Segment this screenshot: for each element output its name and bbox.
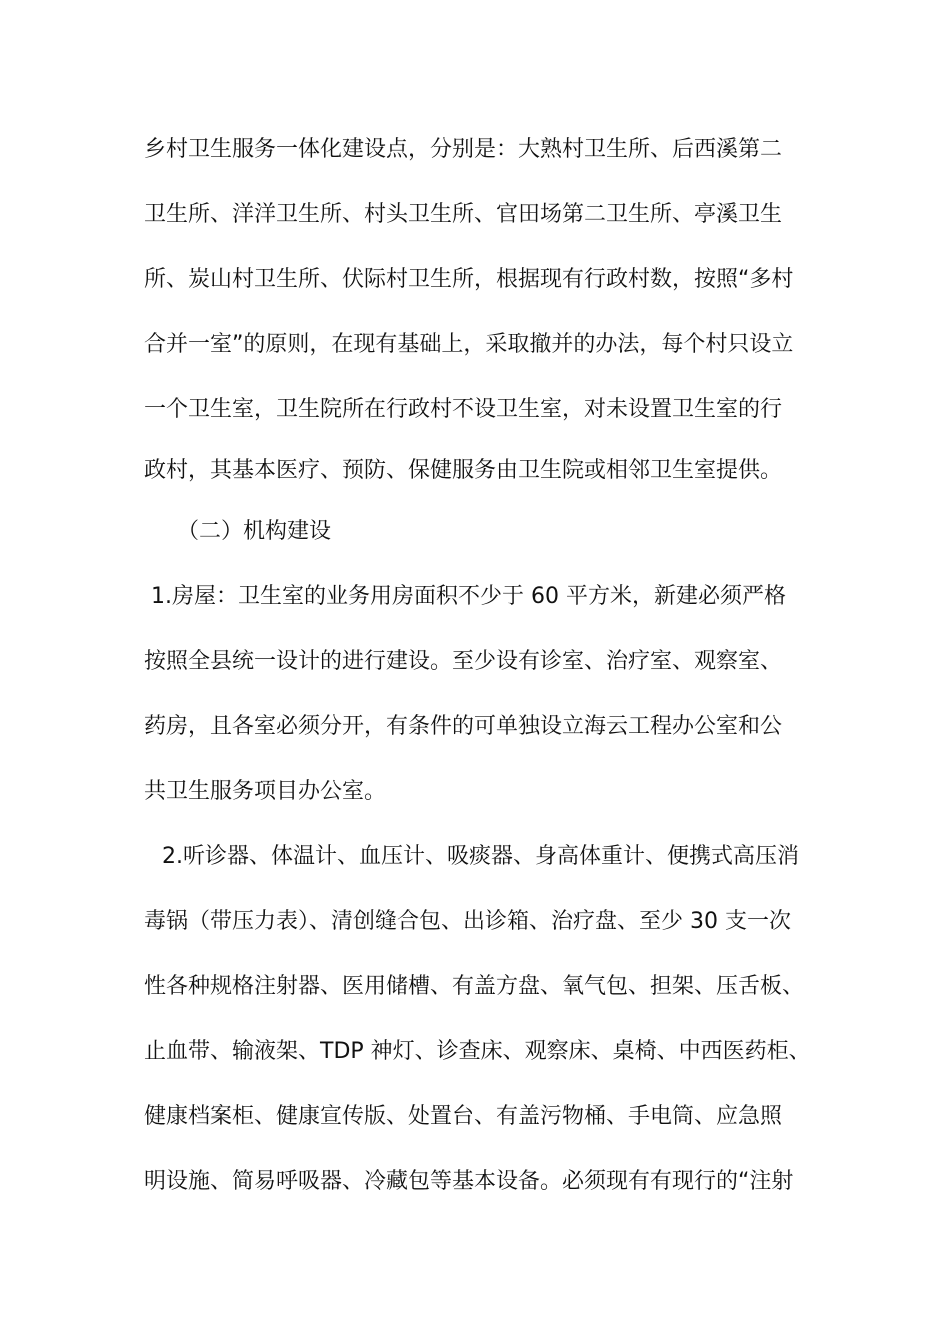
text-line: 1.房屋：卫生室的业务用房面积不少于 60 平方米，新建必须严格 [144, 584, 786, 609]
text-line: 共卫生服务项目办公室。 [144, 779, 387, 804]
text-line: 性各种规格注射器、医用储槽、有盖方盘、氧气包、担架、压舌板、 [144, 974, 805, 999]
text-line: 药房，且各室必须分开，有条件的可单独设立海云工程办公室和公 [144, 714, 783, 739]
section-heading: （二）机构建设 [144, 519, 332, 544]
text-line: 止血带、输液架、TDP 神灯、诊查床、观察床、桌椅、中西医药柜、 [144, 1039, 811, 1064]
text-line: 卫生所、洋洋卫生所、村头卫生所、官田场第二卫生所、亭溪卫生 [144, 202, 783, 227]
text-line: 健康档案柜、健康宣传版、处置台、有盖污物桶、手电筒、应急照 [144, 1104, 783, 1129]
text-line: 一个卫生室，卫生院所在行政村不设卫生室，对未设置卫生室的行 [144, 397, 783, 422]
text-line: 毒锅（带压力表）、清创缝合包、出诊箱、治疗盘、至少 30 支一次 [144, 909, 791, 934]
text-line: 按照全县统一设计的进行建设。至少设有诊室、治疗室、观察室、 [144, 649, 783, 674]
text-line: 2.听诊器、体温计、血压计、吸痰器、身高体重计、便携式高压消 [162, 844, 799, 869]
document-body [144, 117, 824, 1214]
text-line: 明设施、简易呼吸器、冷藏包等基本设备。必须现有有现行的“注射 [144, 1169, 794, 1194]
text-line: 政村，其基本医疗、预防、保健服务由卫生院或相邻卫生室提供。 [144, 458, 783, 483]
text-line: 合并一室”的原则，在现有基础上，采取撤并的办法，每个村只设立 [144, 332, 794, 357]
text-line: 乡村卫生服务一体化建设点，分别是：大熟村卫生所、后西溪第二 [144, 137, 783, 162]
text-line: 所、炭山村卫生所、伏际村卫生所，根据现有行政村数，按照“多村 [144, 267, 794, 292]
